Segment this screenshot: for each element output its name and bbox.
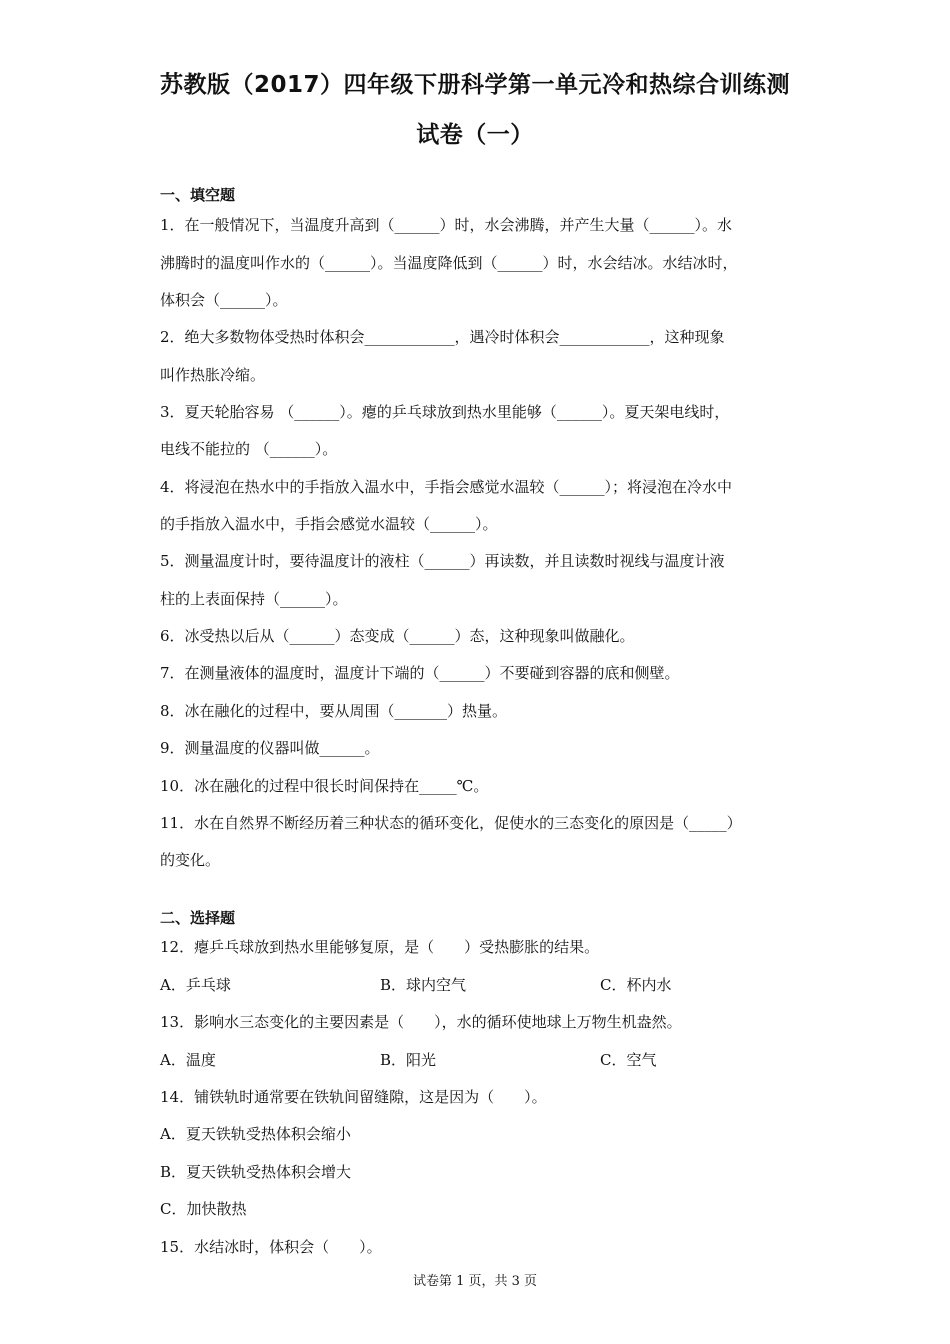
section-heading-choice: 二、选择题 — [160, 909, 236, 927]
question-14-option-c: C．加快散热 — [160, 1200, 247, 1218]
question-2-line-1: 2．绝大多数物体受热时体积会____________，遇冷时体积会____________，这种现象 — [160, 328, 725, 346]
question-10: 10．冰在融化的过程中很长时间保持在_____℃。 — [160, 777, 489, 795]
question-11-line-2: 的变化。 — [160, 851, 221, 869]
question-15-stem: 15．水结冰时，体积会（ ）。 — [160, 1238, 382, 1256]
section-heading-fill: 一、填空题 — [160, 186, 236, 204]
question-4-line-2: 的手指放入温水中，手指会感觉水温较（______）。 — [160, 515, 498, 533]
question-9: 9．测量温度的仪器叫做______。 — [160, 739, 380, 757]
question-13-option-c: C．空气 — [600, 1051, 657, 1069]
question-13-option-a: A．温度 — [160, 1051, 216, 1069]
question-1-line-2: 沸腾时的温度叫作水的（______）。当温度降低到（______）时，水会结冰。水结冰时， — [160, 254, 738, 272]
question-5-line-1: 5．测量温度计时，要待温度计的液柱（______）再读数，并且读数时视线与温度计液 — [160, 552, 725, 570]
page-title-line2: 试卷（一） — [416, 122, 534, 148]
page-title: 苏教版（2017）四年级下册科学第一单元冷和热综合训练测 — [159, 72, 790, 98]
question-1-line-1: 1．在一般情况下，当温度升高到（______）时，水会沸腾，并产生大量（______）。水 — [160, 216, 733, 234]
question-6: 6．冰受热以后从（______）态变成（______）态，这种现象叫做融化。 — [160, 627, 635, 645]
question-5-line-2: 柱的上表面保持（______）。 — [160, 590, 348, 608]
question-2-line-2: 叫作热胀冷缩。 — [160, 366, 266, 384]
question-4-line-1: 4．将浸泡在热水中的手指放入温水中，手指会感觉水温较（______）；将浸泡在冷水中 — [160, 478, 733, 496]
question-14-option-a: A．夏天铁轨受热体积会缩小 — [160, 1125, 351, 1143]
question-12-option-b: B．球内空气 — [380, 976, 467, 994]
question-8: 8．冰在融化的过程中，要从周围（_______）热量。 — [160, 702, 508, 720]
question-12-option-c: C．杯内水 — [600, 976, 672, 994]
question-11-line-1: 11．水在自然界不断经历着三种状态的循环变化，促使水的三态变化的原因是（_____） — [160, 814, 742, 832]
question-14-stem: 14．铺铁轨时通常要在铁轨间留缝隙，这是因为（ ）。 — [160, 1088, 547, 1106]
question-13-option-b: B．阳光 — [380, 1051, 437, 1069]
question-3-line-2: 电线不能拉的 （______）。 — [160, 440, 338, 458]
page-footer: 试卷第 1 页，共 3 页 — [412, 1274, 538, 1289]
question-14-option-b: B．夏天铁轨受热体积会增大 — [160, 1163, 352, 1181]
question-1-line-3: 体积会（______）。 — [160, 291, 288, 309]
question-3-line-1: 3．夏天轮胎容易 （______）。瘪的乒乓球放到热水里能够（______）。夏天架电线时， — [160, 403, 730, 421]
question-7: 7．在测量液体的温度时，温度计下端的（______）不要碰到容器的底和侧壁。 — [160, 664, 680, 682]
question-12-stem: 12．瘪乒乓球放到热水里能够复原，是（ ）受热膨胀的结果。 — [160, 938, 600, 956]
question-12-option-a: A．乒乓球 — [160, 976, 231, 994]
question-13-stem: 13．影响水三态变化的主要因素是（ ），水的循环使地球上万物生机盎然。 — [160, 1013, 682, 1031]
